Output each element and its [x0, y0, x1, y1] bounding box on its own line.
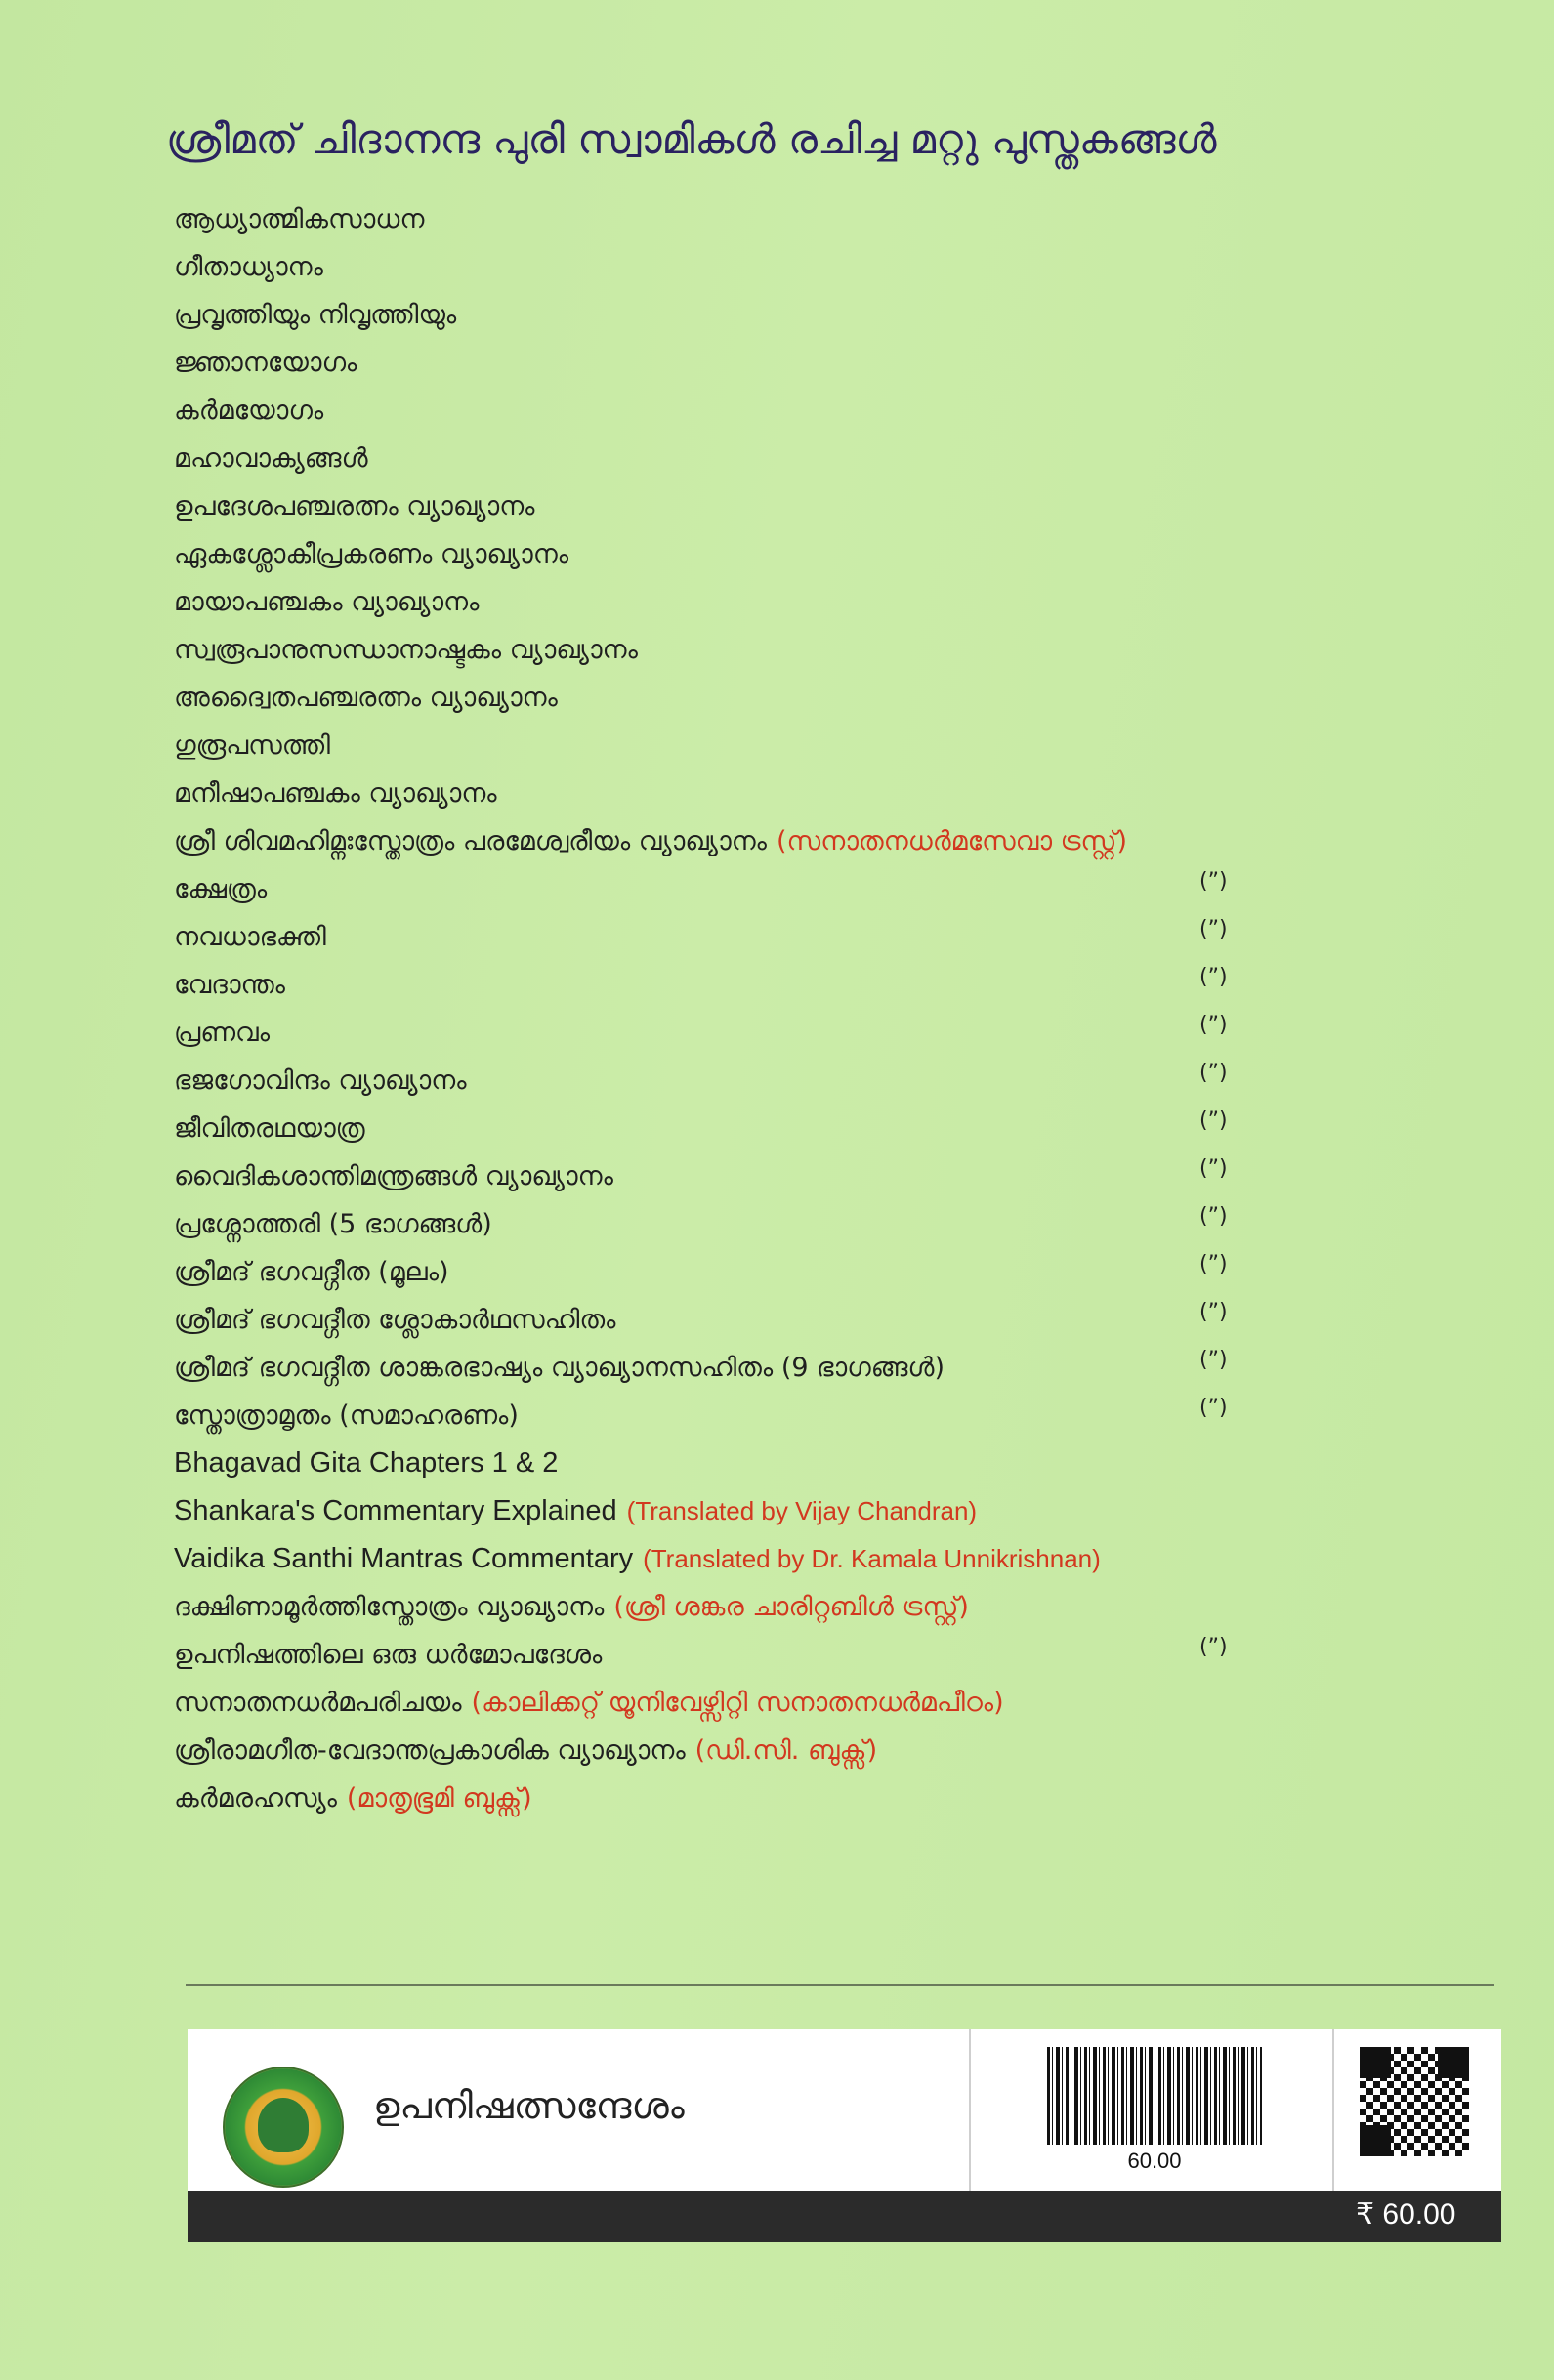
book-list-item: [174, 1631, 1492, 1679]
book-title: Vaidika Santhi Mantras Commentary: [174, 1543, 634, 1574]
book-list-item: [174, 1248, 1492, 1296]
book-list-item: [174, 387, 1492, 435]
book-title: Bhagavad Gita Chapters 1 & 2: [174, 1447, 559, 1479]
book-title: സ്തോത്രാമൃതം (സമാഹരണം): [174, 1400, 519, 1431]
book-list-item: [174, 1775, 1492, 1822]
book-list-item: [174, 1487, 1492, 1535]
book-title: മഹാവാക്യങ്ങൾ: [174, 443, 368, 474]
book-list-item: [174, 865, 1492, 913]
book-title: ശ്രീ ശിവമഹിമ്നഃസ്തോത്രം പരമേശ്വരീയം വ്യാഖ്യാനം: [174, 826, 767, 856]
ditto-mark: (”): [1199, 1396, 1228, 1420]
book-publisher: (Translated by Vijay Chandran): [626, 1496, 978, 1525]
price-strip: [188, 2191, 1501, 2242]
book-publisher: (മാതൃഭൂമി ബുക്സ്): [346, 1783, 532, 1814]
publisher-logo-icon: [223, 2067, 344, 2188]
book-list-item: [174, 1535, 1492, 1583]
book-list-item: [174, 1679, 1492, 1727]
book-list-item: [174, 1009, 1492, 1057]
book-list-item: [174, 770, 1492, 817]
qr-code-icon: [1356, 2043, 1473, 2160]
book-publisher: (സനാതനധർമസേവാ ട്രസ്റ്റ്): [776, 826, 1128, 856]
book-list-item: [174, 1152, 1492, 1200]
book-list-item: [174, 1057, 1492, 1105]
book-title: ഉപനിഷത്തിലെ ഒരു ധർമോപദേശം: [174, 1640, 603, 1670]
price-label: ₹ 60.00: [1356, 2198, 1456, 2231]
ditto-mark: (”): [1199, 917, 1228, 941]
book-list-item: [174, 1583, 1492, 1631]
barcode-icon: [1047, 2047, 1262, 2145]
book-list-item: [174, 1296, 1492, 1344]
book-title: നവധാഭക്തി: [174, 922, 326, 952]
page-title: ശ്രീമത് ചിദാനന്ദ പുരി സ്വാമികൾ രചിച്ച മറ്റു പുസ്തകങ്ങൾ: [166, 115, 1217, 163]
book-title: അദ്വൈതപഞ്ചരത്നം വ്യാഖ്യാനം: [174, 683, 558, 713]
vertical-divider: [969, 2029, 971, 2191]
book-title: കർമയോഗം: [174, 396, 324, 426]
book-list: [174, 195, 1492, 1822]
ditto-mark: (”): [1199, 1204, 1228, 1229]
book-list-item: [174, 913, 1492, 961]
book-title: ദക്ഷിണാമൂർത്തിസ്തോത്രം വ്യാഖ്യാനം: [174, 1592, 605, 1622]
book-title: ശ്രീമദ് ഭഗവദ്ഗീത ശ്ലോകാർഥസഹിതം: [174, 1305, 616, 1335]
book-publisher: (കാലിക്കറ്റ് യൂനിവേഴ്സിറ്റി സനാതനധർമപീഠം): [471, 1688, 1004, 1718]
ditto-mark: (”): [1199, 1635, 1228, 1659]
book-title: ആധ്യാത്മികസാധന: [174, 204, 425, 234]
book-title: ഗുരൂപസത്തി: [174, 731, 330, 761]
book-title: പ്രണവം: [174, 1018, 271, 1048]
book-title: മായാപഞ്ചകം വ്യാഖ്യാനം: [174, 587, 480, 617]
book-list-item: [174, 1440, 1492, 1487]
horizontal-divider: [186, 1984, 1494, 1986]
ditto-mark: (”): [1199, 1156, 1228, 1181]
book-title: ഉപദേശപഞ്ചരത്നം വ്യാഖ്യാനം: [174, 491, 535, 522]
book-title: കർമരഹസ്യം: [174, 1783, 337, 1814]
book-list-item: [174, 243, 1492, 291]
book-publisher: (Translated by Dr. Kamala Unnikrishnan): [643, 1544, 1101, 1573]
book-list-item: [174, 961, 1492, 1009]
footer-book-title: ഉപനിഷത്സന്ദേശം: [373, 2084, 685, 2127]
book-publisher: (ഡി.സി. ബുക്സ്): [694, 1735, 878, 1766]
book-list-item: [174, 1727, 1492, 1775]
ditto-mark: (”): [1199, 869, 1228, 894]
book-title: സനാതനധർമപരിചയം: [174, 1688, 462, 1718]
book-title: ശ്രീരാമഗീത-വേദാന്തപ്രകാശിക വ്യാഖ്യാനം: [174, 1735, 686, 1766]
book-title: ജീവിതരഥയാത്ര: [174, 1113, 365, 1144]
ditto-mark: (”): [1199, 1252, 1228, 1276]
book-title: പ്രവൃത്തിയും നിവൃത്തിയും: [174, 300, 457, 330]
ditto-mark: (”): [1199, 1108, 1228, 1133]
book-list-item: [174, 482, 1492, 530]
book-list-item: [174, 1200, 1492, 1248]
book-list-item: [174, 1344, 1492, 1392]
book-list-item: [174, 674, 1492, 722]
book-title: Shankara's Commentary Explained: [174, 1495, 617, 1526]
ditto-mark: (”): [1199, 1300, 1228, 1324]
ditto-mark: (”): [1199, 1348, 1228, 1372]
book-title: സ്വരൂപാനുസന്ധാനാഷ്ടകം വ്യാഖ്യാനം: [174, 635, 638, 665]
book-title: ശ്രീമദ് ഭഗവദ്ഗീത (മൂലം): [174, 1257, 449, 1287]
book-title: വേദാന്തം: [174, 970, 285, 1000]
book-title: വൈദികശാന്തിമന്ത്രങ്ങൾ വ്യാഖ്യാനം: [174, 1161, 613, 1191]
book-title: ഏകശ്ലോകീപ്രകരണം വ്യാഖ്യാനം: [174, 539, 569, 569]
footer-barcode-panel: [188, 2029, 1501, 2242]
book-title: ഭജഗോവിന്ദം വ്യാഖ്യാനം: [174, 1065, 467, 1096]
book-list-item: [174, 817, 1492, 865]
barcode-value: 60.00: [1127, 2149, 1182, 2173]
ditto-mark: (”): [1199, 1013, 1228, 1037]
book-title: ഗീതാധ്യാനം: [174, 252, 323, 282]
book-title: പ്രശ്നോത്തരി (5 ഭാഗങ്ങൾ): [174, 1209, 492, 1239]
book-list-item: [174, 339, 1492, 387]
ditto-mark: (”): [1199, 965, 1228, 989]
book-title: ക്ഷേത്രം: [174, 874, 268, 904]
logo-emblem: [258, 2098, 309, 2152]
book-list-item: [174, 626, 1492, 674]
book-list-item: [174, 195, 1492, 243]
book-list-item: [174, 435, 1492, 482]
book-list-item: [174, 578, 1492, 626]
book-list-item: [174, 1392, 1492, 1440]
book-list-item: [174, 530, 1492, 578]
book-list-item: [174, 1105, 1492, 1152]
book-list-item: [174, 722, 1492, 770]
book-title: ജ്ഞാനയോഗം: [174, 348, 357, 378]
book-list-item: [174, 291, 1492, 339]
book-publisher: (ശ്രീ ശങ്കര ചാരിറ്റബിൾ ട്രസ്റ്റ്): [613, 1592, 969, 1622]
book-title: മനീഷാപഞ്ചകം വ്യാഖ്യാനം: [174, 778, 497, 809]
book-title: ശ്രീമദ് ഭഗവദ്ഗീത ശാങ്കരഭാഷ്യം വ്യാഖ്യാനസഹിതം (9 ഭാഗങ്ങൾ): [174, 1353, 945, 1383]
ditto-mark: (”): [1199, 1061, 1228, 1085]
